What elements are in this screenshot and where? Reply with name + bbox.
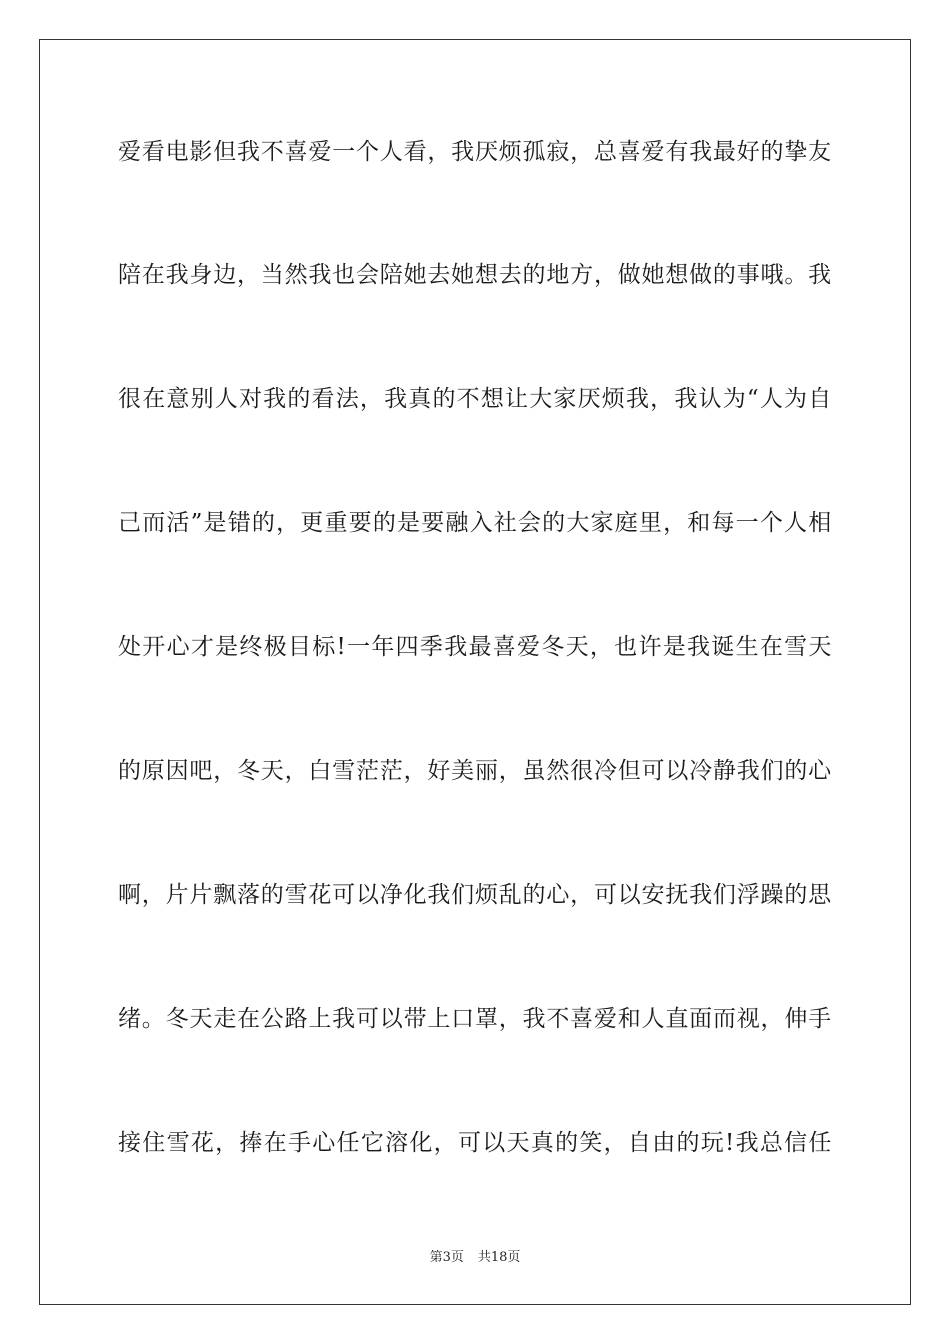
text-char: 任 [336, 1130, 361, 1156]
text-char: 也 [614, 634, 638, 660]
text-char: 笑 [579, 1130, 603, 1156]
text-char: 做 [617, 262, 642, 288]
text-char: 错 [227, 510, 252, 536]
text-char: 许 [638, 634, 662, 660]
text-char: 心 [166, 634, 191, 660]
text-char: 们 [451, 882, 475, 908]
text-char: 片 [189, 882, 213, 908]
text-char: 但 [213, 139, 237, 165]
page-border [39, 39, 911, 1305]
text-char: 己 [118, 510, 142, 536]
text-char: 四 [395, 634, 420, 660]
text-char: 事 [736, 262, 761, 288]
text-char: 茫 [379, 758, 404, 784]
text-char: 当 [260, 262, 285, 288]
text-char: 吧 [189, 758, 213, 784]
text-char: 天 [506, 1130, 530, 1156]
text-char: 她 [403, 262, 428, 288]
text-char: 冬 [236, 758, 261, 784]
text-char: 也 [332, 262, 356, 288]
page-footer [0, 1246, 950, 1265]
text-char: 不 [456, 386, 481, 412]
text-char: 地 [546, 262, 570, 288]
text-char: 口 [451, 1006, 475, 1032]
text-char: 公 [260, 1006, 285, 1032]
text-char: 爱 [641, 139, 666, 165]
text-char: 活 [166, 510, 190, 536]
text-char: 白 [308, 758, 332, 784]
text-char: 爱 [118, 139, 142, 165]
text-char: 手 [287, 1130, 312, 1156]
text-char: ， [276, 510, 300, 536]
text-char: 人 [379, 139, 404, 165]
text-char: 路 [284, 1006, 309, 1032]
text-line [118, 507, 832, 539]
text-char: 相 [808, 510, 832, 536]
text-char: 们 [712, 882, 737, 908]
text-char: 我 [236, 139, 261, 165]
text-char: 让 [505, 386, 529, 412]
page-total: 共18页 [477, 1250, 521, 1265]
text-char: 喜 [570, 1006, 594, 1032]
text-char: 融 [445, 510, 469, 536]
text-char: 认 [698, 386, 722, 412]
text-char: 抚 [665, 882, 689, 908]
text-char: 的 [260, 882, 285, 908]
text-char: “ [746, 386, 760, 412]
text-char: 走 [213, 1006, 237, 1032]
text-char: 喜 [617, 139, 642, 165]
text-char: 季 [419, 634, 444, 660]
text-char: 天 [189, 1006, 213, 1032]
text-char: 心 [808, 758, 832, 784]
text-char: 和 [687, 510, 711, 536]
text-char: ， [433, 1130, 458, 1156]
page-number: 第3页 [429, 1250, 464, 1265]
text-char: 一 [332, 139, 356, 165]
text-char: 伸 [784, 1006, 808, 1032]
text-char: 的 [432, 386, 456, 412]
text-char: 浮 [736, 882, 761, 908]
text-char: 的 [522, 882, 547, 908]
text-char: 雪 [166, 1130, 191, 1156]
text-char: 玩 [700, 1130, 725, 1156]
text-char: 冬 [165, 1006, 190, 1032]
text-char: 看 [141, 139, 166, 165]
text-char: 是 [662, 634, 687, 660]
text-char: 的 [676, 1130, 700, 1156]
text-char: 花 [190, 1130, 215, 1156]
text-char: 住 [142, 1130, 166, 1156]
text-char: 里 [638, 510, 663, 536]
text-char: 目 [287, 634, 312, 660]
text-char: 带 [403, 1006, 428, 1032]
text-char: ， [570, 139, 594, 165]
text-char: 她 [451, 262, 475, 288]
text-char: 的 [287, 386, 311, 412]
text-char: 然 [546, 758, 570, 784]
text-char: 然 [284, 262, 309, 288]
text-char: 因 [165, 758, 190, 784]
text-char: 终 [239, 634, 263, 660]
text-char: 我 [451, 139, 475, 165]
text-char: 诞 [711, 634, 735, 660]
text-char: 爱 [593, 1006, 618, 1032]
text-char: 我 [808, 262, 832, 288]
text-char: 处 [118, 634, 142, 660]
text-char: ， [141, 882, 166, 908]
text-char: 喜 [492, 634, 517, 660]
text-char: 影 [189, 139, 213, 165]
text-char: 原 [141, 758, 166, 784]
text-char: 烦 [601, 386, 626, 412]
text-char: 生 [735, 634, 760, 660]
text-char: 我 [689, 139, 713, 165]
text-char: 开 [142, 634, 166, 660]
text-char: 我 [384, 386, 408, 412]
text-char: 不 [546, 1006, 570, 1032]
text-char: 上 [427, 1006, 451, 1032]
text-char: 陪 [379, 262, 404, 288]
text-char: 厌 [474, 139, 499, 165]
text-char: 烦 [474, 882, 499, 908]
text-char: 在 [263, 1130, 288, 1156]
text-char: 孤 [522, 139, 547, 165]
text-char: 家 [553, 386, 577, 412]
text-char: 美 [451, 758, 475, 784]
text-char: 以 [482, 1130, 506, 1156]
text-char: 天 [260, 758, 285, 784]
text-char: 方 [570, 262, 594, 288]
text-char: 冷 [593, 758, 618, 784]
text-char: ， [403, 758, 428, 784]
text-char: 是 [397, 510, 421, 536]
text-line [118, 755, 832, 787]
text-char: 净 [379, 882, 404, 908]
text-char: 友 [808, 139, 832, 165]
text-char: 真 [408, 386, 432, 412]
text-char: 可 [593, 882, 618, 908]
text-char: ， [359, 386, 384, 412]
text-char: 飘 [213, 882, 237, 908]
text-char: 溶 [385, 1130, 409, 1156]
text-char: 以 [617, 882, 642, 908]
text-char: 庭 [614, 510, 639, 536]
text-char: 面 [689, 1006, 713, 1032]
text-char: 边 [213, 262, 237, 288]
text-line [118, 383, 832, 415]
text-char: 化 [403, 882, 428, 908]
text-char: 的 [784, 758, 808, 784]
text-char: 片 [165, 882, 190, 908]
text-char: 极 [263, 634, 288, 660]
text-char: 人 [759, 386, 784, 412]
text-line [118, 1127, 832, 1159]
text-char: 由 [652, 1130, 676, 1156]
text-char: 好 [736, 139, 761, 165]
text-char: 会 [355, 262, 380, 288]
text-char: 绪 [118, 1006, 142, 1032]
text-char: ， [593, 262, 618, 288]
text-char: 是 [215, 634, 239, 660]
text-char: 们 [760, 758, 785, 784]
text-char: 是 [203, 510, 228, 536]
text-char: 总 [759, 1130, 784, 1156]
text-char: 为 [784, 386, 808, 412]
text-char: 的 [372, 510, 397, 536]
text-char: 去 [498, 262, 523, 288]
text-char: 丽 [474, 758, 499, 784]
text-char: 任 [808, 1130, 832, 1156]
text-char: 而 [712, 1006, 737, 1032]
text-char: 落 [236, 882, 261, 908]
text-char: 很 [570, 758, 594, 784]
text-char: 接 [118, 1130, 142, 1156]
text-char: 喜 [284, 139, 309, 165]
text-char: 静 [712, 758, 737, 784]
text-char: ， [213, 758, 237, 784]
text-char: 为 [722, 386, 747, 412]
text-char: 我 [735, 1130, 760, 1156]
text-char: 以 [355, 882, 380, 908]
text-char: 可 [355, 1006, 380, 1032]
text-char: 社 [493, 510, 518, 536]
text-char: ， [236, 262, 261, 288]
text-char: 我 [522, 1006, 547, 1032]
text-char: 意 [166, 386, 190, 412]
text-char: 和 [617, 1006, 642, 1032]
text-char: 真 [530, 1130, 555, 1156]
text-char: 信 [784, 1130, 808, 1156]
text-char: 在 [759, 634, 784, 660]
text-char: ， [570, 882, 594, 908]
text-char: 想 [474, 262, 499, 288]
text-char: 自 [627, 1130, 652, 1156]
text-char: 的 [118, 758, 142, 784]
text-char: 挚 [784, 139, 808, 165]
text-char: 以 [665, 758, 689, 784]
text-char: 它 [360, 1130, 385, 1156]
text-char: 想 [480, 386, 505, 412]
text-char: 可 [332, 882, 356, 908]
text-char: 化 [409, 1130, 433, 1156]
text-char: 法 [335, 386, 360, 412]
text-char: 安 [641, 882, 666, 908]
text-char: 我 [674, 386, 698, 412]
text-line [118, 1003, 832, 1035]
text-char: 的 [542, 510, 566, 536]
text-char: 才 [190, 634, 215, 660]
text-char: 我 [332, 1006, 356, 1032]
text-char: ， [284, 758, 309, 784]
text-char: ， [498, 758, 523, 784]
text-char: 以 [379, 1006, 404, 1032]
text-char: 电 [165, 139, 190, 165]
text-char: ， [427, 139, 451, 165]
text-line [118, 879, 832, 911]
text-char: 罩 [474, 1006, 499, 1032]
text-char: 自 [808, 386, 832, 412]
text-char: 我 [308, 262, 332, 288]
text-char: 直 [665, 1006, 689, 1032]
text-char: 人 [784, 510, 808, 536]
text-char: 好 [427, 758, 451, 784]
text-char: 要 [421, 510, 445, 536]
text-char: 大 [566, 510, 590, 536]
text-char: 个 [355, 139, 380, 165]
text-char: 在 [236, 1006, 261, 1032]
text-char: 的 [784, 882, 808, 908]
text-char: 虽 [522, 758, 547, 784]
text-char: 的 [555, 1130, 579, 1156]
text-char: 冷 [689, 758, 713, 784]
text-char: ! [725, 1130, 735, 1156]
text-char: 对 [238, 386, 263, 412]
text-char: 天 [808, 634, 832, 660]
text-char: ， [760, 1006, 785, 1032]
text-char: 雪 [784, 634, 808, 660]
text-char: 最 [712, 139, 737, 165]
text-char: 寂 [546, 139, 570, 165]
text-char: 她 [641, 262, 666, 288]
text-char: 去 [427, 262, 451, 288]
text-char: 每 [711, 510, 735, 536]
text-char: 我 [165, 262, 190, 288]
text-char: 的 [712, 262, 737, 288]
text-char: 更 [300, 510, 324, 536]
text-char: 我 [625, 386, 650, 412]
text-char: 冬 [541, 634, 565, 660]
text-char: 有 [665, 139, 689, 165]
text-char: 的 [251, 510, 276, 536]
text-char: 烦 [498, 139, 523, 165]
text-char: 雪 [284, 882, 309, 908]
text-char: 啊 [118, 882, 142, 908]
text-char: 一 [735, 510, 760, 536]
text-char: 雪 [332, 758, 356, 784]
text-char: 我 [689, 882, 713, 908]
text-char: ， [498, 1006, 523, 1032]
text-char: ” [190, 510, 203, 536]
text-char: 而 [142, 510, 166, 536]
text-char: 想 [665, 262, 689, 288]
text-char: ! [336, 634, 347, 660]
text-char: 天 [565, 634, 590, 660]
text-char: ， [589, 634, 614, 660]
text-char: 手 [808, 1006, 832, 1032]
text-char: 躁 [760, 882, 785, 908]
text-char: 年 [371, 634, 395, 660]
text-char: 。 [141, 1006, 166, 1032]
text-char: 我 [736, 758, 761, 784]
text-char: 但 [617, 758, 642, 784]
text-char: ， [650, 386, 674, 412]
text-char: 做 [689, 262, 713, 288]
text-char: 。 [784, 262, 808, 288]
text-char: 别 [190, 386, 215, 412]
text-line [118, 631, 832, 663]
text-char: 可 [641, 758, 666, 784]
text-char: 乱 [498, 882, 523, 908]
text-char: 身 [189, 262, 213, 288]
text-char: 陪 [118, 262, 142, 288]
text-char: 最 [468, 634, 492, 660]
text-char: 总 [593, 139, 618, 165]
text-char: 看 [403, 139, 428, 165]
text-char: 人 [214, 386, 239, 412]
text-char: ， [215, 1130, 239, 1156]
text-char: 捧 [239, 1130, 263, 1156]
text-char: 可 [457, 1130, 482, 1156]
text-char: 标 [312, 634, 336, 660]
text-char: ， [603, 1130, 628, 1156]
text-char: 思 [808, 882, 832, 908]
text-char: 不 [260, 139, 285, 165]
text-char: 很 [118, 386, 142, 412]
text-char: 家 [590, 510, 615, 536]
text-line [118, 136, 832, 168]
text-char: 花 [308, 882, 332, 908]
text-char: 我 [687, 634, 711, 660]
text-char: 视 [736, 1006, 761, 1032]
text-char: 我 [444, 634, 468, 660]
text-char: 看 [311, 386, 335, 412]
text-char: 上 [308, 1006, 332, 1032]
text-char: ， [663, 510, 687, 536]
text-char: 大 [529, 386, 553, 412]
text-char: 在 [142, 386, 166, 412]
text-char: 重 [324, 510, 348, 536]
text-char: 心 [312, 1130, 336, 1156]
text-char: 厌 [577, 386, 602, 412]
text-char: 我 [427, 882, 451, 908]
text-char: 会 [517, 510, 542, 536]
text-char: 哦 [760, 262, 785, 288]
text-char: 一 [347, 634, 371, 660]
text-char: 个 [759, 510, 784, 536]
text-line [118, 259, 832, 291]
text-char: 爱 [308, 139, 332, 165]
text-char: 我 [263, 386, 287, 412]
text-char: 茫 [355, 758, 380, 784]
text-char: 入 [469, 510, 494, 536]
text-char: 的 [760, 139, 785, 165]
text-char: 人 [641, 1006, 666, 1032]
text-char: 要 [348, 510, 373, 536]
text-char: 心 [546, 882, 570, 908]
text-char: 在 [141, 262, 166, 288]
text-char: 爱 [517, 634, 541, 660]
text-char: 的 [522, 262, 547, 288]
